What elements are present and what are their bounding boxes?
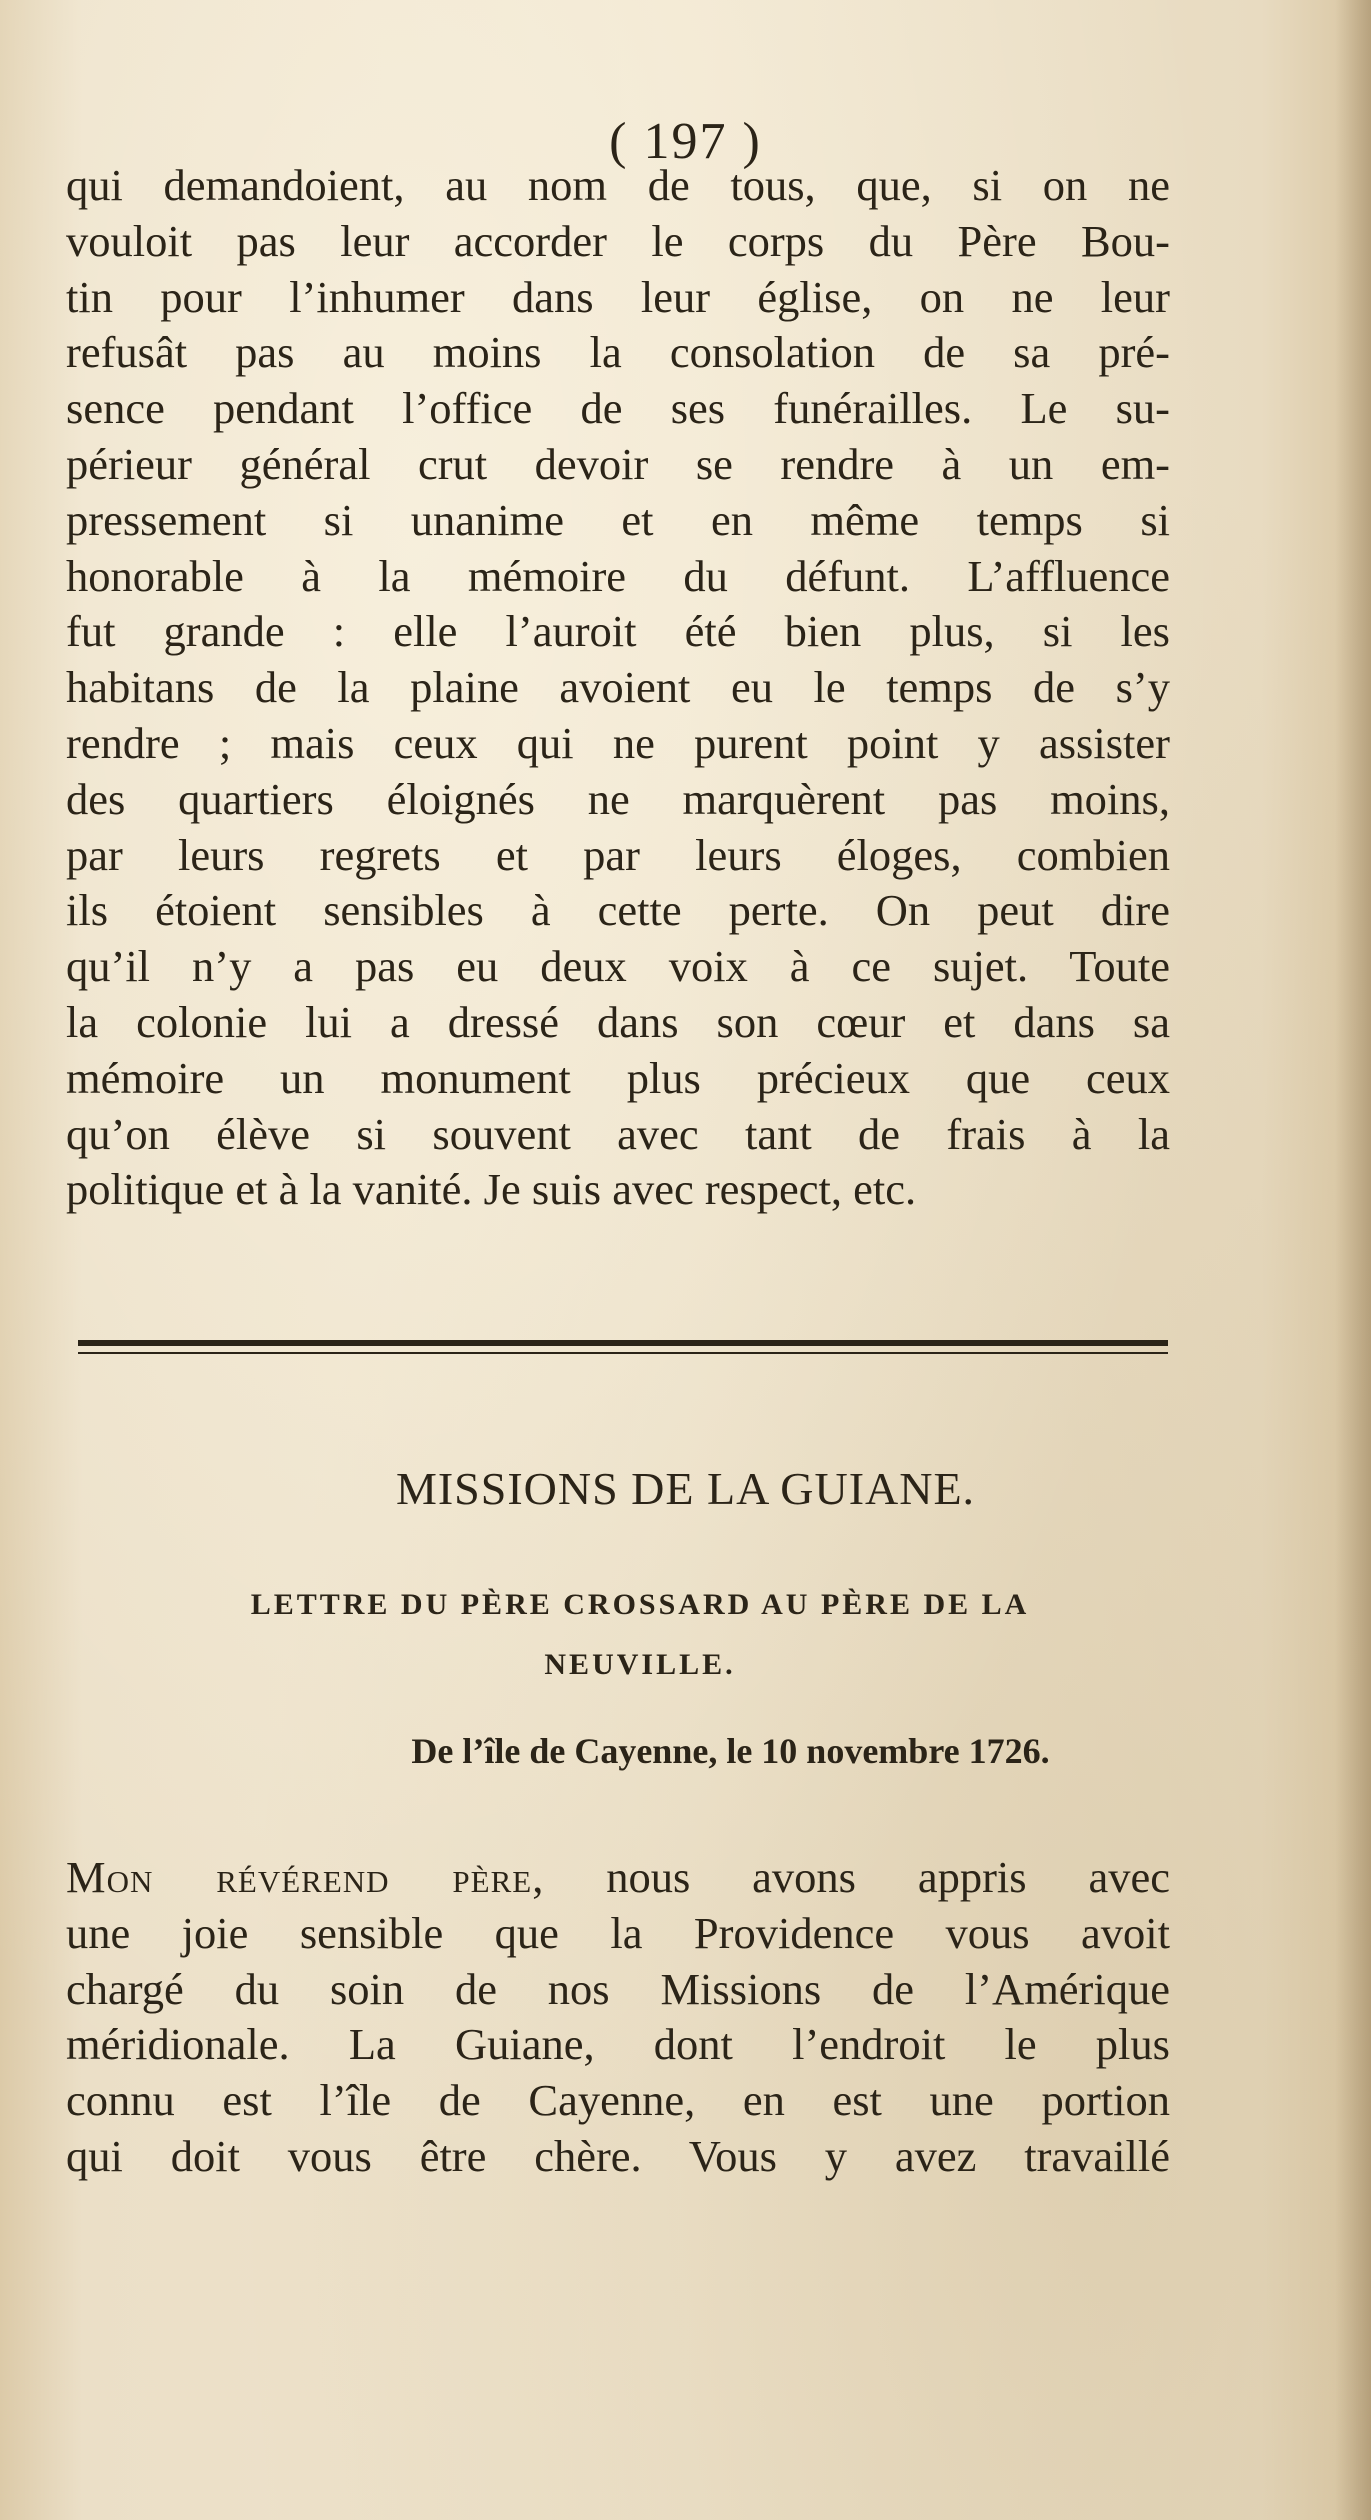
paragraph-continuation xyxy=(66,158,1170,1218)
text-line: pressement si unanime et en même temps si xyxy=(66,494,1170,545)
text-line: qu’il n’y a pas eu deux voix à ce sujet. Toute xyxy=(66,941,1170,992)
salutation: Mon révérend père, xyxy=(66,1852,545,1902)
text-line: mémoire un monument plus précieux que ceux xyxy=(66,1052,1170,1103)
section-divider-thick xyxy=(78,1340,1168,1346)
text-line: refusât pas au moins la consolation de sa pré- xyxy=(66,327,1170,378)
page-edge-shadow xyxy=(1335,0,1371,2520)
text-line: connu est l’île de Cayenne, en est une portion xyxy=(66,2075,1170,2126)
text-line: chargé du soin de nos Missions de l’Amérique xyxy=(66,1963,1170,2014)
text-line: des quartiers éloignés ne marquèrent pas moins, xyxy=(66,773,1170,824)
text-line: politique et à la vanité. Je suis avec respect, etc. xyxy=(66,1164,917,1215)
text-line: habitans de la plaine avoient eu le temps de s’y xyxy=(66,662,1170,713)
section-divider-thin xyxy=(78,1352,1168,1354)
text-line: qui doit vous être chère. Vous y avez travaillé xyxy=(66,2130,1170,2181)
text-line: par leurs regrets et par leurs éloges, combien xyxy=(66,829,1170,880)
text-line: fut grande : elle l’auroit été bien plus, si les xyxy=(66,606,1170,657)
text-fragment: nous avons appris avec xyxy=(606,1852,1170,1902)
letter-body xyxy=(66,1850,1170,2185)
page-number: ( 197 ) xyxy=(609,113,762,170)
letter-dateline: De l’île de Cayenne, le 10 novembre 1726. xyxy=(411,1731,1050,1771)
text-line xyxy=(66,1850,1170,1906)
letter-title-line: LETTRE DU PÈRE CROSSARD AU PÈRE DE LA xyxy=(250,1588,1030,1621)
text-line: ils étoient sensibles à cette perte. On peut dire xyxy=(66,885,1170,936)
section-title: MISSIONS DE LA GUIANE. xyxy=(395,1463,976,1514)
text-line: honorable à la mémoire du défunt. L’affluence xyxy=(66,550,1170,601)
text-line: une joie sensible que la Providence vous avoit xyxy=(66,1907,1170,1958)
text-line: tin pour l’inhumer dans leur église, on ne leur xyxy=(66,271,1170,322)
letter-title xyxy=(110,1575,1170,1695)
text-line: qui demandoient, au nom de tous, que, si on ne xyxy=(66,160,1170,210)
text-line: rendre ; mais ceux qui ne purent point y assister xyxy=(66,717,1170,768)
text-line: vouloit pas leur accorder le corps du Père Bou- xyxy=(66,215,1170,266)
text-line: qu’on élève si souvent avec tant de frais à la xyxy=(66,1108,1170,1159)
text-line: sence pendant l’office de ses funérailles. Le su- xyxy=(66,383,1170,434)
letter-title-line: NEUVILLE. xyxy=(544,1648,736,1681)
text-line: la colonie lui a dressé dans son cœur et dans sa xyxy=(66,996,1170,1047)
text-line: méridionale. La Guiane, dont l’endroit le plus xyxy=(66,2019,1170,2070)
text-line: périeur général crut devoir se rendre à un em- xyxy=(66,438,1170,489)
